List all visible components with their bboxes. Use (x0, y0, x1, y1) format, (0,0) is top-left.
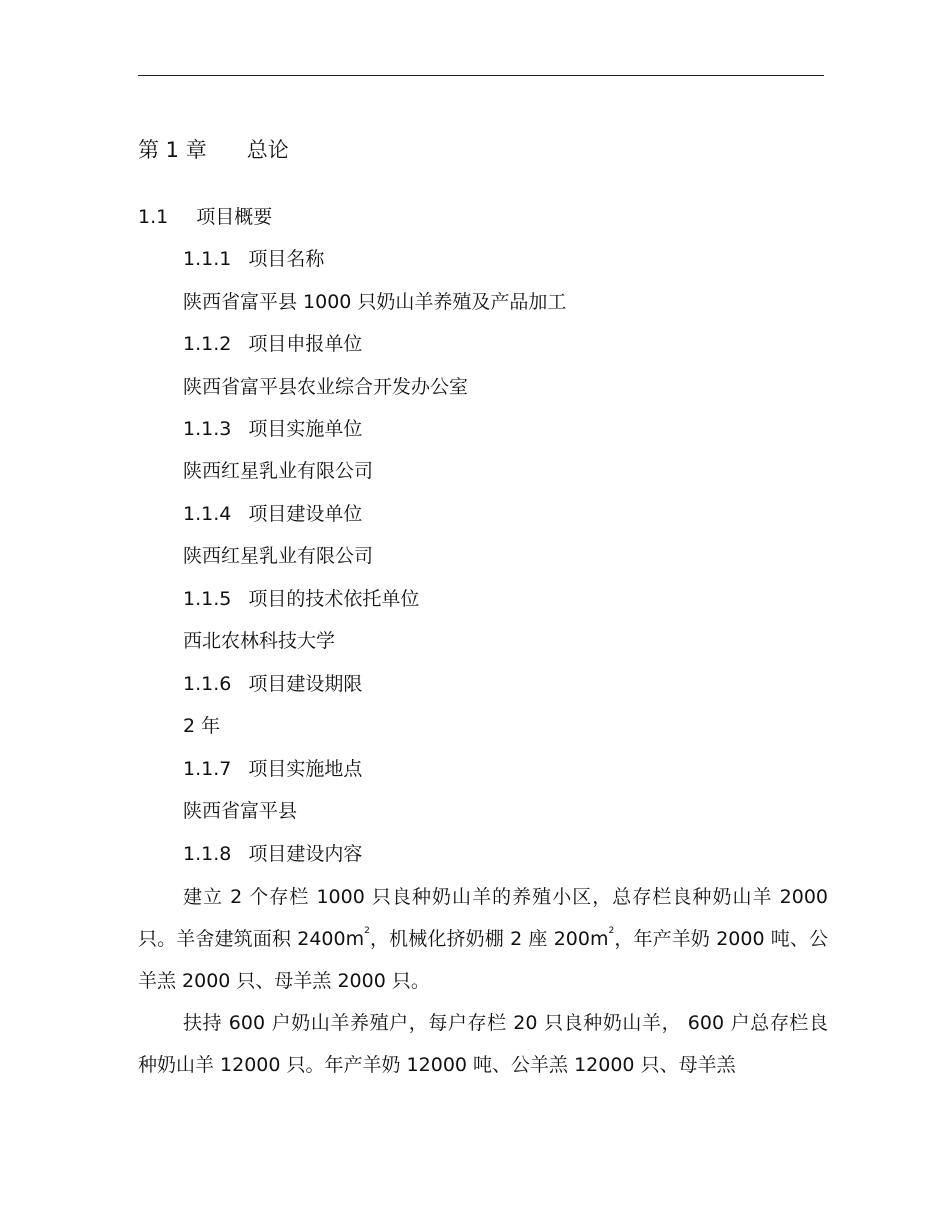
subsection-title: 项目申报单位 (248, 333, 363, 355)
paragraph-text: ，机械化挤奶棚 2 座 200m (369, 928, 609, 950)
subsection-heading (183, 757, 362, 781)
subsection-value: 陕西省富平县 1000 只奶山羊养殖及产品加工 (183, 291, 567, 313)
subsection-title: 项目建设单位 (248, 503, 363, 525)
subsection-number: 1.1.6 (183, 673, 232, 695)
subsection-value: 陕西红星乳业有限公司 (183, 545, 374, 567)
subsection-value: 西北农林科技大学 (183, 630, 336, 652)
subsection-number: 1.1.2 (183, 333, 232, 355)
chapter-number: 第 1 章 (138, 138, 207, 162)
chapter-heading (138, 138, 289, 162)
header-rule (138, 75, 824, 76)
subsection-heading (183, 417, 362, 441)
subsection-heading (183, 842, 362, 866)
content-paragraph: 扶持 600 户奶山羊养殖户，每户存栏 20 只良种奶山羊， 600 户总存栏良种奶山羊 12000 只。年产羊奶 12000 吨、公羊羔 12000 只、母羊羔 (138, 1012, 828, 1076)
subsection-value: 陕西省富平县农业综合开发办公室 (183, 376, 469, 398)
subsection-heading (183, 587, 419, 611)
subsection-number: 1.1.4 (183, 503, 232, 525)
subsection-heading (183, 672, 362, 696)
section-title: 项目概要 (196, 206, 273, 228)
subsection-heading (183, 247, 324, 271)
subsection-number: 1.1.8 (183, 843, 232, 865)
subsection-heading (183, 332, 362, 356)
subsection-number: 1.1.5 (183, 588, 232, 610)
subsection-title: 项目实施地点 (248, 758, 363, 780)
chapter-title: 总论 (246, 138, 289, 162)
subsection-number: 1.1.7 (183, 758, 232, 780)
section-number: 1.1 (138, 206, 169, 228)
superscript: 2 (608, 926, 615, 936)
subsection-value: 2 年 (183, 715, 221, 737)
subsection-heading (183, 502, 362, 526)
subsection-value: 陕西红星乳业有限公司 (183, 460, 374, 482)
subsection-number: 1.1.3 (183, 418, 232, 440)
subsection-title: 项目建设期限 (248, 673, 363, 695)
paragraph-text: 建立 2 个存栏 1000 只良种奶山羊的养殖小区，总存栏良种奶山羊 2000 只。羊舍建筑面积 2400m (138, 886, 828, 950)
subsection-number: 1.1.1 (183, 248, 232, 270)
subsection-title: 项目建设内容 (248, 843, 363, 865)
paragraph-text: ，年产羊奶 2000 吨、公羊羔 2000 只、母羊羔 2000 只。 (138, 928, 828, 992)
subsection-title: 项目名称 (248, 248, 325, 270)
content-paragraph (138, 876, 828, 1002)
subsection-title: 项目实施单位 (248, 418, 363, 440)
section-heading (138, 205, 272, 229)
subsection-value: 陕西省富平县 (183, 800, 298, 822)
superscript: 2 (364, 926, 370, 936)
subsection-title: 项目的技术依托单位 (248, 588, 420, 610)
